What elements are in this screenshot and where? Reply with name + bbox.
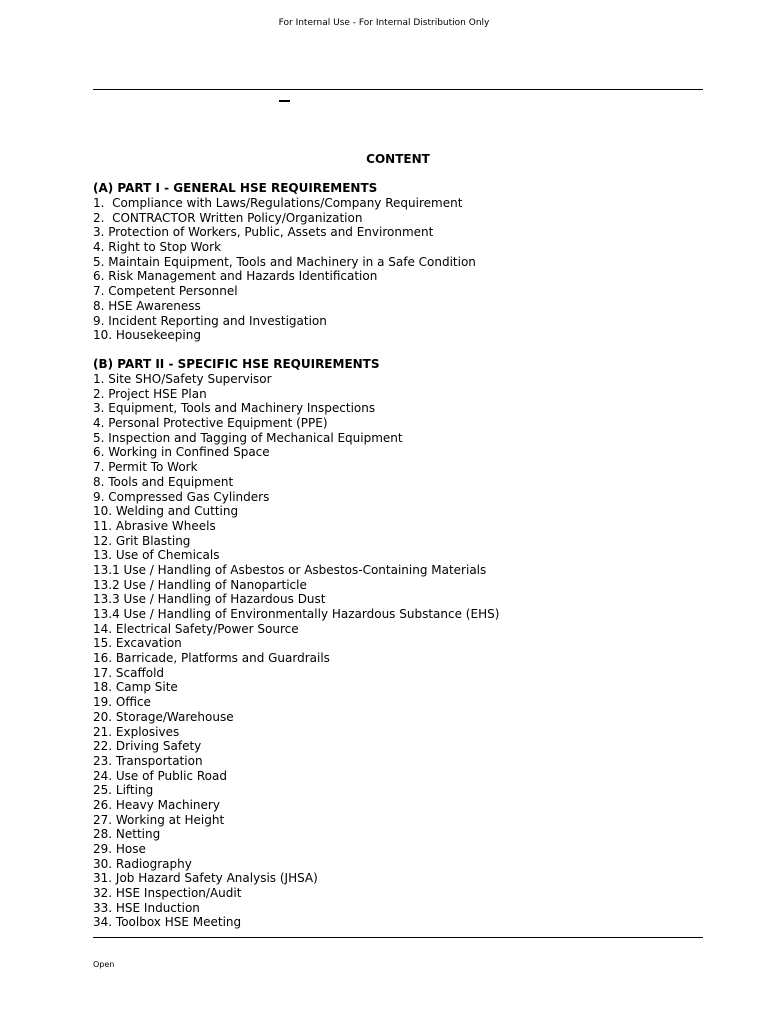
list-item: 4. Right to Stop Work	[93, 240, 222, 255]
list-item: 31. Job Hazard Safety Analysis (JHSA)	[93, 871, 318, 886]
list-item: 25. Lifting	[93, 783, 154, 798]
part-1-heading: (A) PART I - GENERAL HSE REQUIREMENTS	[93, 181, 378, 195]
list-item: 5. Maintain Equipment, Tools and Machinery in a Safe Condition	[93, 254, 476, 269]
dash-mark	[279, 100, 290, 102]
list-item: 6. Risk Management and Hazards Identification	[93, 269, 378, 284]
list-item: 6. Working in Confined Space	[93, 445, 270, 460]
list-item: 13.3 Use / Handling of Hazardous Dust	[93, 592, 326, 607]
list-item: 15. Excavation	[93, 636, 182, 651]
list-item: 3. Protection of Workers, Public, Assets and Environment	[93, 225, 434, 240]
list-item: 2. Project HSE Plan	[93, 386, 207, 401]
footer-divider	[93, 937, 703, 938]
list-item: 29. Hose	[93, 842, 146, 856]
header-distribution-note: For Internal Use - For Internal Distribution Only	[278, 18, 490, 28]
part-2-heading: (B) PART II - SPECIFIC HSE REQUIREMENTS	[93, 357, 380, 371]
list-item: 16. Barricade, Platforms and Guardrails	[93, 651, 330, 666]
list-item: 2. CONTRACTOR Written Policy/Organization	[93, 210, 363, 225]
list-item: 13. Use of Chemicals	[93, 548, 220, 563]
list-item: 3. Equipment, Tools and Machinery Inspections	[93, 401, 376, 416]
list-item: 23. Transportation	[93, 753, 203, 768]
list-item: 10. Housekeeping	[93, 328, 201, 343]
list-item: 20. Storage/Warehouse	[93, 709, 234, 724]
list-item: 1. Compliance with Laws/Regulations/Company Requirement	[93, 196, 463, 210]
part-2-section	[93, 357, 703, 930]
header-divider	[93, 89, 703, 90]
part-1-section	[93, 181, 703, 343]
footer-classification: Open	[93, 960, 115, 969]
list-item: 7. Competent Personnel	[93, 284, 238, 299]
part-2-list	[93, 372, 703, 930]
list-item: 22. Driving Safety	[93, 739, 202, 754]
list-item: 8. HSE Awareness	[93, 298, 201, 313]
list-item: 11. Abrasive Wheels	[93, 518, 216, 533]
page-title: CONTENT	[366, 152, 430, 166]
list-item: 26. Heavy Machinery	[93, 797, 220, 812]
list-item: 5. Inspection and Tagging of Mechanical Equipment	[93, 430, 403, 445]
list-item: 33. HSE Induction	[93, 900, 200, 915]
list-item: 9. Incident Reporting and Investigation	[93, 313, 327, 328]
list-item: 13.2 Use / Handling of Nanoparticle	[93, 577, 307, 592]
list-item: 30. Radiography	[93, 856, 192, 871]
part-1-list	[93, 196, 703, 343]
list-item: 27. Working at Height	[93, 812, 225, 827]
list-item: 1. Site SHO/Safety Supervisor	[93, 372, 272, 386]
list-item: 13.4 Use / Handling of Environmentally Hazardous Substance (EHS)	[93, 607, 500, 621]
list-item: 14. Electrical Safety/Power Source	[93, 621, 299, 636]
list-item: 24. Use of Public Road	[93, 768, 227, 783]
list-item: 10. Welding and Cutting	[93, 504, 239, 519]
list-item: 17. Scaffold	[93, 665, 165, 680]
list-item: 4. Personal Protective Equipment (PPE)	[93, 416, 328, 431]
list-item: 13.1 Use / Handling of Asbestos or Asbestos-Containing Materials	[93, 562, 487, 577]
list-item: 32. HSE Inspection/Audit	[93, 886, 242, 901]
list-item: 8. Tools and Equipment	[93, 474, 234, 489]
list-item: 18. Camp Site	[93, 680, 178, 695]
list-item: 19. Office	[93, 695, 151, 710]
list-item: 9. Compressed Gas Cylinders	[93, 489, 270, 504]
list-item: 7. Permit To Work	[93, 460, 198, 475]
list-item: 21. Explosives	[93, 724, 180, 739]
list-item: 28. Netting	[93, 827, 161, 842]
list-item: 34. Toolbox HSE Meeting	[93, 915, 242, 930]
list-item: 12. Grit Blasting	[93, 533, 191, 548]
